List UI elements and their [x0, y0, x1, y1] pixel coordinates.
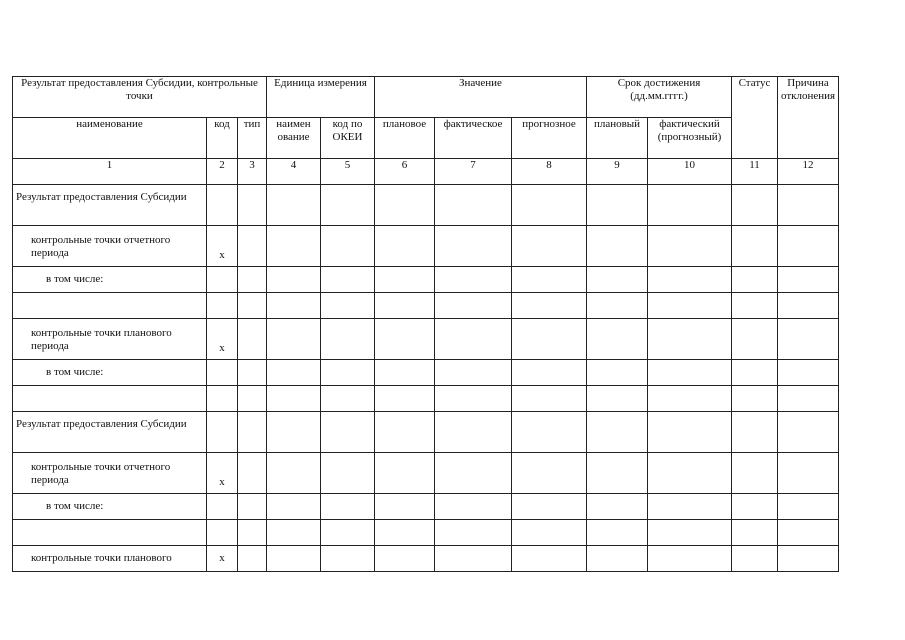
header-result: Результат предоставления Субсидии, контрольные точки [13, 77, 267, 118]
row-label: в том числе: [13, 360, 207, 386]
table-row [13, 185, 839, 226]
header-reason: Причина отклонения [778, 77, 839, 159]
header-type: тип [238, 118, 267, 159]
column-number: 11 [732, 159, 778, 185]
table-row [13, 520, 839, 546]
row-code: x [207, 319, 238, 360]
column-number: 7 [435, 159, 512, 185]
row-label: Результат предоставления Субсидии [13, 412, 207, 453]
header-name: наименование [13, 118, 207, 159]
table-row [13, 319, 839, 360]
table-row [13, 386, 839, 412]
column-number: 1 [13, 159, 207, 185]
column-number: 5 [321, 159, 375, 185]
header-okei: код по ОКЕИ [321, 118, 375, 159]
column-number-row [13, 159, 839, 185]
row-label: Результат предоставления Субсидии [13, 185, 207, 226]
header-deadline: Срок достижения (дд.мм.гггг.) [587, 77, 732, 118]
row-code: x [207, 226, 238, 267]
row-code [207, 494, 238, 520]
row-code [207, 520, 238, 546]
row-code [207, 360, 238, 386]
row-label: контрольные точки отчетного периода [13, 226, 207, 267]
table-row [13, 293, 839, 319]
row-label [13, 520, 207, 546]
table-row [13, 453, 839, 494]
column-number: 2 [207, 159, 238, 185]
header-row-top [13, 77, 839, 118]
column-number: 6 [375, 159, 435, 185]
header-unit: Единица измерения [267, 77, 375, 118]
column-number: 9 [587, 159, 648, 185]
column-number: 12 [778, 159, 839, 185]
row-code: x [207, 453, 238, 494]
header-value: Значение [375, 77, 587, 118]
column-number: 10 [648, 159, 732, 185]
header-code: код [207, 118, 238, 159]
table-row [13, 226, 839, 267]
header-forecast: прогнозное [512, 118, 587, 159]
report-table [12, 76, 839, 572]
row-label: в том числе: [13, 494, 207, 520]
row-code [207, 185, 238, 226]
column-number: 8 [512, 159, 587, 185]
table-row [13, 267, 839, 293]
row-label: контрольные точки планового [13, 546, 207, 572]
row-label: контрольные точки планового периода [13, 319, 207, 360]
row-code [207, 412, 238, 453]
row-code: x [207, 546, 238, 572]
row-label [13, 386, 207, 412]
header-status: Статус [732, 77, 778, 159]
column-number: 3 [238, 159, 267, 185]
row-code [207, 386, 238, 412]
row-code [207, 293, 238, 319]
table-row [13, 494, 839, 520]
row-label: в том числе: [13, 267, 207, 293]
header-actual: фактическое [435, 118, 512, 159]
column-number: 4 [267, 159, 321, 185]
header-planned: плановое [375, 118, 435, 159]
table-row [13, 412, 839, 453]
row-label: контрольные точки отчетного периода [13, 453, 207, 494]
header-row-sub [13, 118, 839, 159]
row-label [13, 293, 207, 319]
header-deadline-planned: плановый [587, 118, 648, 159]
table-row [13, 360, 839, 386]
row-code [207, 267, 238, 293]
table-row [13, 546, 839, 572]
header-unit-name: наимен ование [267, 118, 321, 159]
header-deadline-actual: фактический (прогнозный) [648, 118, 732, 159]
